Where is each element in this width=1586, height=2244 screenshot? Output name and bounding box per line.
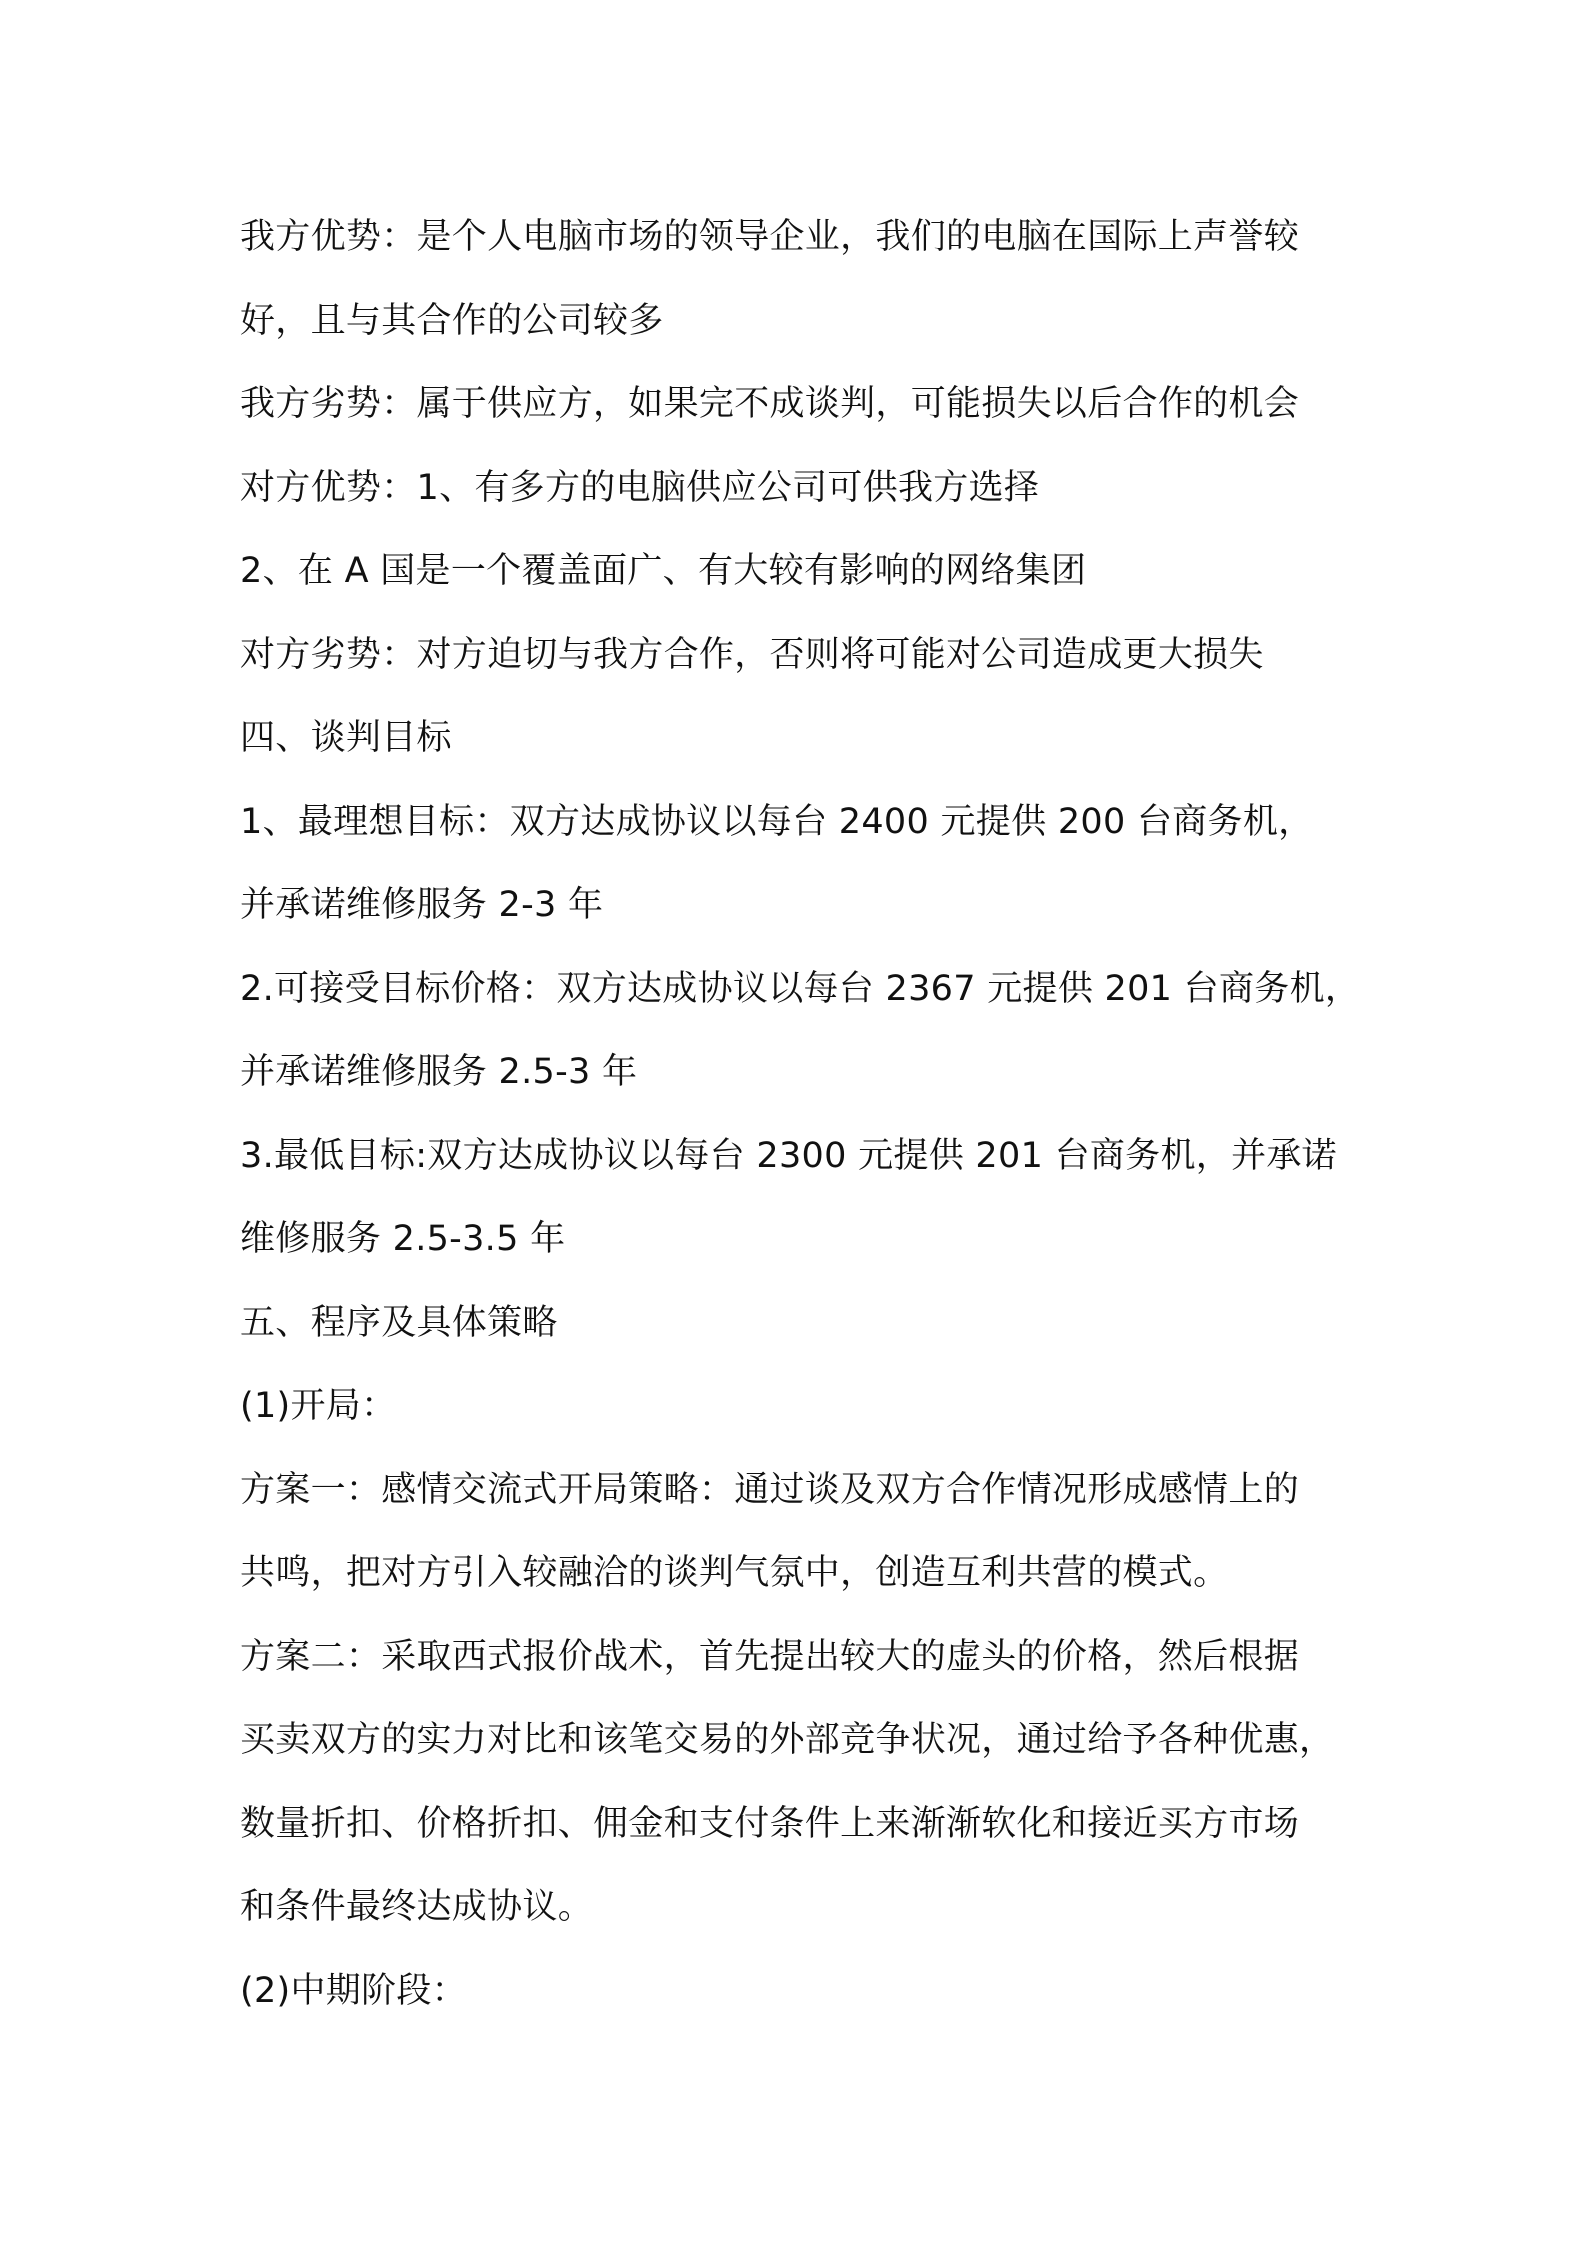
document-body [240,196,1361,2033]
text-line-plan-two-cont-2: 数量折扣、价格折扣、佣金和支付条件上来渐渐软化和接近买方市场 [240,1803,1300,1844]
text-line-plan-two-cont-1: 买卖双方的实力对比和该笔交易的外部竞争状况，通过给予各种优惠， [240,1720,1335,1760]
text-line-plan-one-cont: 共鸣，把对方引入较融洽的谈判气氛中，创造互利共营的模式。 [240,1553,1229,1593]
text-line-goal-acceptable: 2.可接受目标价格：双方达成协议以每台 2367 元提供 201 台商务机， [240,968,1361,1009]
subheading-middle-stage: (2)中期阶段： [240,1970,467,2011]
text-line-goal-ideal-cont: 并承诺维修服务 2-3 年 [240,885,604,925]
text-line-their-strengths-2: 2、在 A 国是一个覆盖面广、有大较有影响的网络集团 [240,551,1087,591]
subheading-opening: (1)开局： [240,1386,397,1426]
text-line-goal-minimum-cont: 维修服务 2.5-3.5 年 [240,1219,566,1259]
text-line-plan-two: 方案二：采取西式报价战术，首先提出较大的虚头的价格，然后根据 [240,1636,1300,1677]
text-line-goal-acceptable-cont: 并承诺维修服务 2.5-3 年 [240,1052,638,1092]
section-heading-goals: 四、谈判目标 [240,718,452,758]
text-line-plan-two-cont-3: 和条件最终达成协议。 [240,1887,594,1927]
text-line-goal-minimum: 3.最低目标:双方达成协议以每台 2300 元提供 201 台商务机，并承诺 [240,1135,1337,1176]
text-line-our-strengths: 我方优势：是个人电脑市场的领导企业，我们的电脑在国际上声誉较 [240,217,1300,257]
text-line-our-weaknesses: 我方劣势：属于供应方，如果完不成谈判，可能损失以后合作的机会 [240,384,1300,424]
text-line-our-strengths-cont: 好，且与其合作的公司较多 [240,300,664,341]
text-line-plan-one: 方案一：感情交流式开局策略：通过谈及双方合作情况形成感情上的 [240,1469,1300,1510]
text-line-their-strengths: 对方优势：1、有多方的电脑供应公司可供我方选择 [240,467,1040,508]
text-line-goal-ideal: 1、最理想目标：双方达成协议以每台 2400 元提供 200 台商务机， [240,801,1314,842]
section-heading-strategy: 五、程序及具体策略 [240,1302,558,1343]
text-line-their-weaknesses: 对方劣势：对方迫切与我方合作，否则将可能对公司造成更大损失 [240,634,1264,675]
